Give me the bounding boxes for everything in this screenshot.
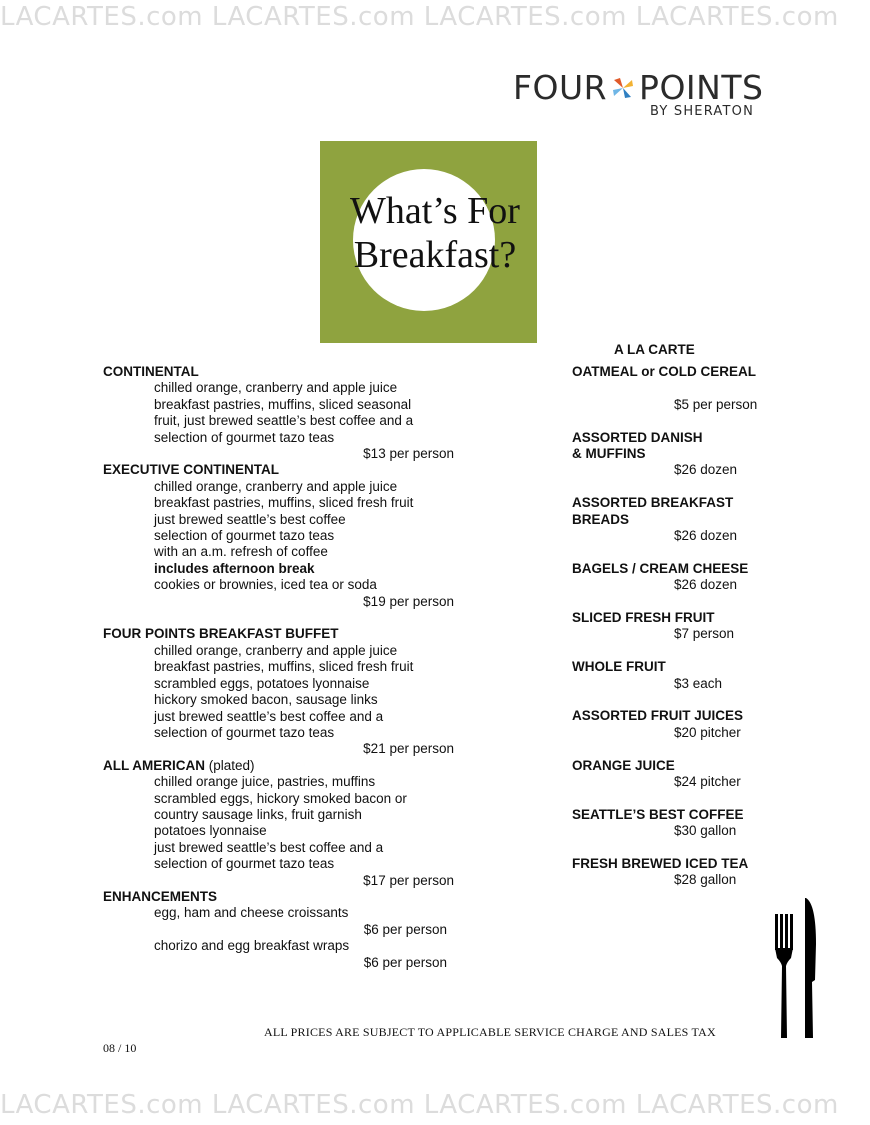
hero-title-line2: Breakfast? — [353, 234, 517, 276]
a-la-carte-list — [572, 364, 802, 889]
logo-word-points: POINTS — [639, 68, 764, 107]
menu-line: scrambled eggs, potatoes lyonnaise — [154, 675, 370, 691]
revision-date: 08 / 10 — [103, 1041, 137, 1055]
american-price: $17 per person — [363, 872, 454, 888]
fork-knife-icon — [772, 896, 822, 1041]
menu-line: chorizo and egg breakfast wraps — [154, 938, 350, 954]
logo-subtitle: BY SHERATON — [649, 104, 754, 119]
menu-line: breakfast pastries, muffins, sliced fresh fruit — [154, 659, 414, 675]
a-la-carte-item: BAGELS / CREAM CHEESE — [572, 560, 749, 576]
menu-line: with an a.m. refresh of coffee — [154, 544, 328, 560]
a-la-carte-item: SEATTLE’S BEST COFFEE — [572, 806, 744, 822]
menu-line: potatoes lyonnaise — [154, 823, 267, 839]
menu-line: breakfast pastries, muffins, sliced fresh fruit — [154, 495, 414, 511]
menu-line: selection of gourmet tazo teas — [154, 429, 335, 445]
hero-title — [320, 189, 550, 277]
continental-title: CONTINENTAL — [103, 364, 199, 379]
a-la-carte-heading: A LA CARTE — [614, 342, 695, 357]
menu-line: just brewed seattle’s best coffee and a — [154, 839, 384, 855]
a-la-carte-item: ASSORTED BREAKFAST — [572, 495, 734, 511]
menu-line: chilled orange, cranberry and apple juice — [154, 478, 398, 494]
a-la-carte-item: OATMEAL or COLD CEREAL — [572, 364, 756, 379]
enhancements-title: ENHANCEMENTS — [103, 888, 218, 904]
afternoon-break-note: includes afternoon break — [154, 560, 315, 576]
menu-line: selection of gourmet tazo teas — [154, 528, 335, 544]
menu-line: scrambled eggs, hickory smoked bacon or — [154, 790, 407, 806]
a-la-carte-price: $5 per person — [674, 396, 758, 412]
hero-banner — [320, 141, 537, 343]
watermark-top: LACARTES.com LACARTES.com LACARTES.com LACARTES.com — [0, 2, 839, 32]
buffet-price: $21 per person — [363, 741, 454, 757]
buffet-title: FOUR POINTS BREAKFAST BUFFET — [103, 626, 339, 642]
menu-line: chilled orange, cranberry and apple juice — [154, 380, 398, 396]
menu-line: cookies or brownies, iced tea or soda — [154, 577, 377, 593]
a-la-carte-price: $7 person — [674, 626, 735, 642]
executive-price: $19 per person — [363, 593, 454, 609]
menu-line: chilled orange, cranberry and apple juice — [154, 642, 398, 658]
menu-line: country sausage links, fruit garnish — [154, 806, 362, 822]
a-la-carte-price: $24 pitcher — [674, 774, 741, 790]
menu-line: selection of gourmet tazo teas — [154, 856, 335, 872]
a-la-carte-price: $26 dozen — [674, 528, 738, 544]
a-la-carte-item: SLICED FRESH FRUIT — [572, 610, 715, 626]
price-disclaimer: ALL PRICES ARE SUBJECT TO APPLICABLE SERVICE CHARGE AND SALES TAX — [264, 1025, 716, 1039]
menu-line: breakfast pastries, muffins, sliced seasonal — [154, 396, 412, 412]
continental-price: $13 per person — [363, 446, 454, 462]
a-la-carte-item: ASSORTED DANISH — [572, 429, 703, 445]
a-la-carte-price: $26 dozen — [674, 462, 738, 478]
a-la-carte-item: & MUFFINS — [572, 446, 646, 461]
a-la-carte-price: $26 dozen — [674, 577, 738, 593]
hero-title-line1: What’s For — [350, 190, 520, 232]
a-la-carte-price: $20 pitcher — [674, 724, 741, 740]
a-la-carte-item: FRESH BREWED ICED TEA — [572, 856, 749, 872]
menu-line: selection of gourmet tazo teas — [154, 724, 335, 740]
a-la-carte-item: WHOLE FRUIT — [572, 659, 666, 675]
menu-line: just brewed seattle’s best coffee — [154, 511, 346, 527]
enhancement-price: $6 per person — [363, 954, 447, 970]
a-la-carte-price: $30 gallon — [674, 823, 737, 839]
breakfast-packages — [103, 364, 463, 971]
american-title: ALL AMERICAN — [103, 757, 205, 773]
menu-line: just brewed seattle’s best coffee and a — [154, 708, 384, 724]
four-points-logo — [513, 62, 768, 122]
a-la-carte-item: BREADS — [572, 511, 630, 527]
menu-line: egg, ham and cheese croissants — [154, 905, 349, 921]
a-la-carte-item: ASSORTED FRUIT JUICES — [572, 708, 744, 724]
a-la-carte-price: $3 each — [674, 675, 723, 691]
american-heading — [103, 758, 463, 774]
menu-line: chilled orange juice, pastries, muffins — [154, 774, 376, 790]
a-la-carte-price: $28 gallon — [674, 872, 737, 888]
menu-line: fruit, just brewed seattle’s best coffee and a — [154, 413, 414, 429]
menu-line: hickory smoked bacon, sausage links — [154, 692, 378, 708]
enhancement-price: $6 per person — [363, 921, 447, 937]
executive-title: EXECUTIVE CONTINENTAL — [103, 462, 280, 478]
watermark-bottom: LACARTES.com LACARTES.com LACARTES.com LACARTES.com — [0, 1090, 839, 1120]
logo-word-four: FOUR — [513, 68, 608, 107]
a-la-carte-item: ORANGE JUICE — [572, 757, 675, 773]
american-note: (plated) — [205, 757, 255, 773]
logo-pinwheel-icon — [611, 76, 635, 100]
